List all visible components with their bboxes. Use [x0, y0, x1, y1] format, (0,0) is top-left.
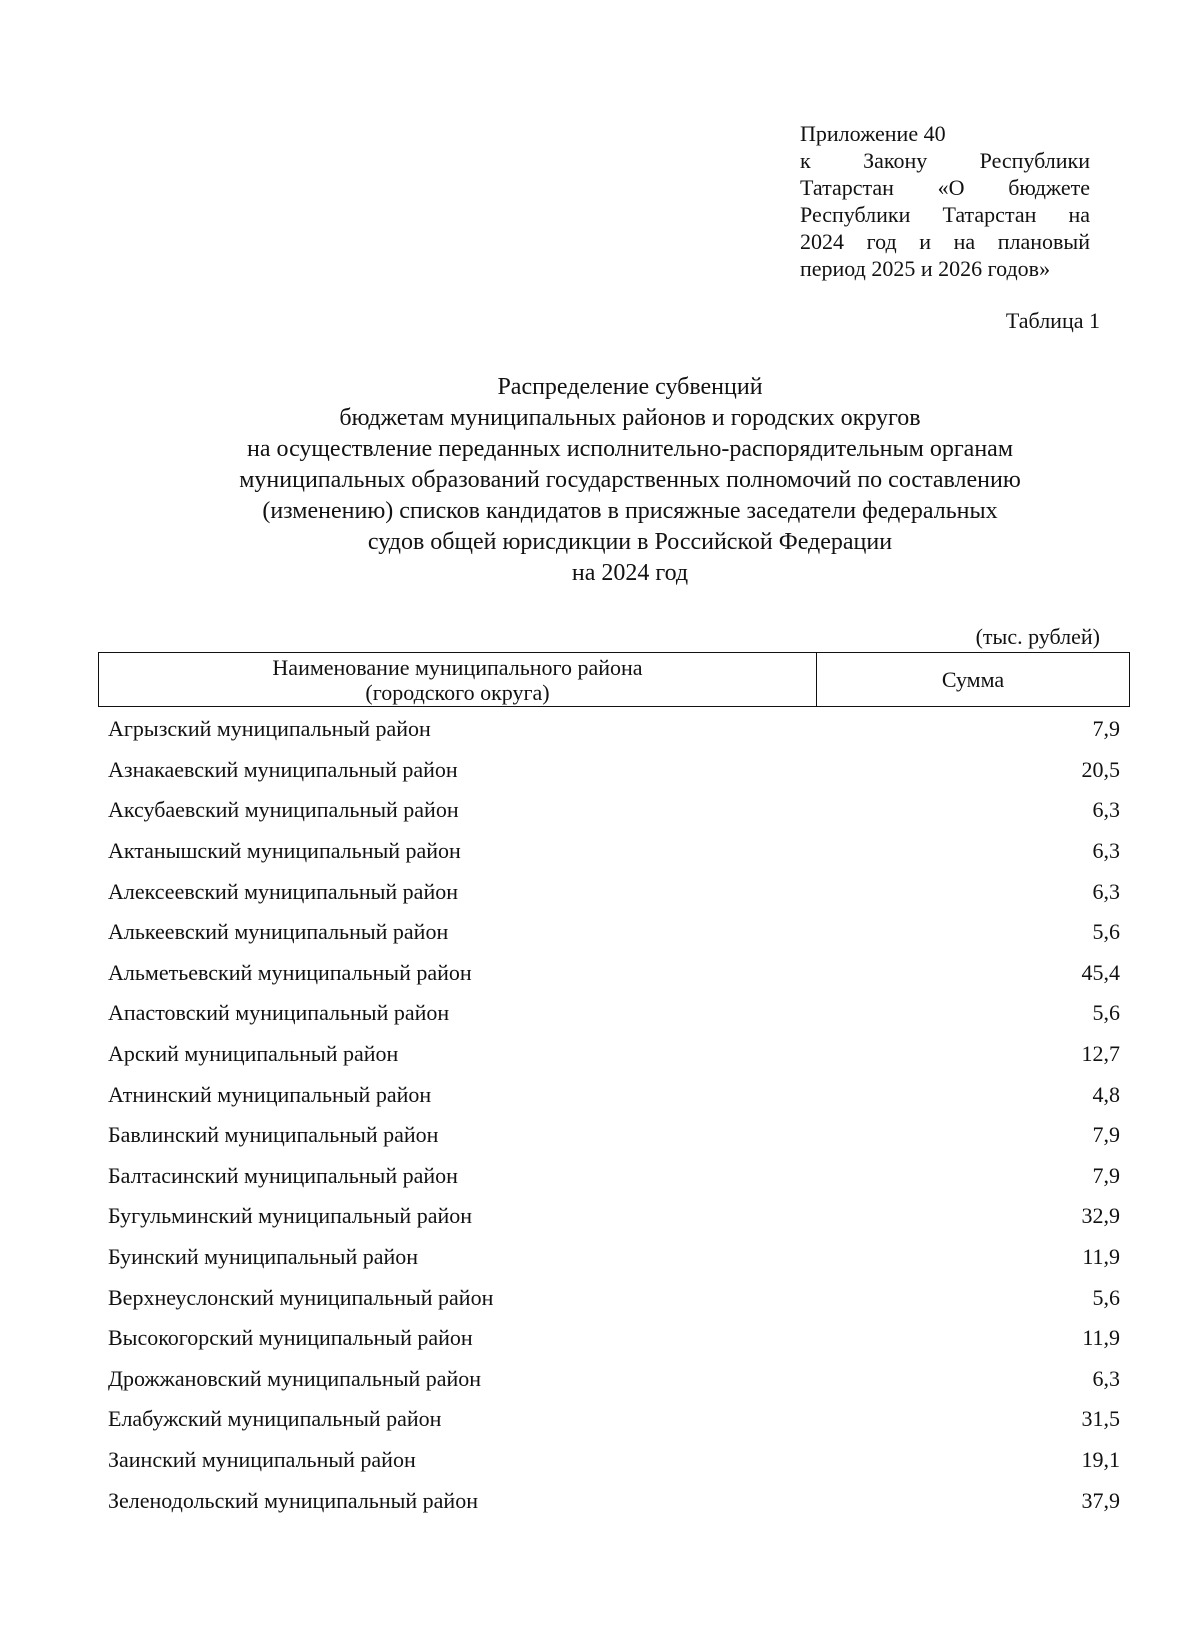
amount-value: 7,9: [1092, 716, 1120, 742]
amount-value: 4,8: [1092, 1081, 1120, 1107]
amount-value: 19,1: [1081, 1446, 1120, 1472]
table-label: Таблица 1: [1005, 308, 1100, 333]
amount-value: 6,3: [1092, 1365, 1120, 1391]
title-line: на 2024 год: [571, 560, 689, 586]
table-row: [98, 1034, 1130, 1075]
table-row: [98, 1115, 1130, 1156]
district-name: Заинский муниципальный район: [108, 1446, 416, 1472]
district-name: Атнинский муниципальный район: [108, 1081, 432, 1107]
amount-value: 32,9: [1081, 1203, 1120, 1229]
appendix-note: [800, 120, 1090, 282]
title-line: муниципальных образований государственных полномочий по составлению: [239, 467, 1021, 493]
district-name: Верхнеуслонский муниципальный район: [108, 1284, 494, 1310]
district-name: Апастовский муниципальный район: [108, 1000, 450, 1026]
district-name: Буинский муниципальный район: [108, 1244, 419, 1270]
amount-value: 7,9: [1092, 1162, 1120, 1188]
appendix-line: период 2025 и 2026 годов»: [800, 256, 1051, 281]
district-name: Дрожжановский муниципальный район: [108, 1365, 482, 1391]
table-row: [98, 1440, 1130, 1481]
table-row: [98, 912, 1130, 953]
table-row: [98, 790, 1130, 831]
district-name: Высокогорский муниципальный район: [108, 1325, 473, 1351]
amount-value: 7,9: [1092, 1122, 1120, 1148]
table-row: [98, 1480, 1130, 1521]
table-row: [98, 1318, 1130, 1359]
district-name: Алексеевский муниципальный район: [108, 878, 458, 904]
table-row: [98, 1237, 1130, 1278]
table-row: [98, 1074, 1130, 1115]
header-name-line: (городского округа): [365, 679, 550, 705]
appendix-line: 2024 год и на плановый: [800, 229, 1090, 254]
header-sum-cell: Сумма: [941, 666, 1005, 692]
amount-value: 6,3: [1092, 878, 1120, 904]
amount-value: 6,3: [1092, 797, 1120, 823]
document-title: [100, 372, 1160, 589]
amount-value: 12,7: [1081, 1041, 1120, 1067]
table-row: [98, 709, 1130, 750]
table-row: [98, 1156, 1130, 1197]
district-name: Балтасинский муниципальный район: [108, 1162, 458, 1188]
amount-value: 45,4: [1081, 959, 1120, 985]
district-name: Алькеевский муниципальный район: [108, 919, 449, 945]
table-row: [98, 831, 1130, 872]
appendix-line: к Закону Республики: [800, 148, 1090, 173]
appendix-line: Приложение 40: [800, 121, 946, 146]
units-label: (тыс. рублей): [975, 624, 1100, 649]
table-row: [98, 1277, 1130, 1318]
district-name: Актанышский муниципальный район: [108, 838, 461, 864]
table-row: [98, 1359, 1130, 1400]
table-body: [98, 709, 1130, 1521]
amount-value: 31,5: [1081, 1406, 1120, 1432]
amount-value: 5,6: [1092, 919, 1120, 945]
amount-value: 20,5: [1081, 756, 1120, 782]
district-name: Бавлинский муниципальный район: [108, 1122, 439, 1148]
table-row: [98, 750, 1130, 791]
district-name: Бугульминский муниципальный район: [108, 1203, 473, 1229]
amount-value: 37,9: [1081, 1487, 1120, 1513]
header-name-line: Наименование муниципального района: [272, 654, 643, 680]
title-line: судов общей юрисдикции в Российской Федерации: [367, 529, 893, 555]
table-row: [98, 1399, 1130, 1440]
district-name: Аксубаевский муниципальный район: [108, 797, 459, 823]
title-line: (изменению) списков кандидатов в присяжные заседатели федеральных: [262, 498, 998, 524]
district-name: Альметьевский муниципальный район: [108, 959, 472, 985]
appendix-line: Татарстан «О бюджете: [800, 175, 1090, 200]
district-name: Арский муниципальный район: [108, 1041, 399, 1067]
amount-value: 11,9: [1082, 1244, 1120, 1270]
amount-value: 6,3: [1092, 838, 1120, 864]
title-line: бюджетам муниципальных районов и городских округов: [339, 405, 921, 431]
table-header: [98, 652, 1130, 707]
subventions-table: [98, 652, 1130, 1521]
district-name: Елабужский муниципальный район: [108, 1406, 442, 1432]
title-line: Распределение субвенций: [497, 374, 763, 400]
district-name: Агрызский муниципальный район: [108, 716, 431, 742]
appendix-line: Республики Татарстан на: [800, 202, 1090, 227]
table-row: [98, 993, 1130, 1034]
district-name: Зеленодольский муниципальный район: [108, 1487, 478, 1513]
table-row: [98, 871, 1130, 912]
amount-value: 5,6: [1092, 1284, 1120, 1310]
table-row: [98, 1196, 1130, 1237]
amount-value: 5,6: [1092, 1000, 1120, 1026]
district-name: Азнакаевский муниципальный район: [108, 756, 458, 782]
table-row: [98, 953, 1130, 994]
header-name-cell: [99, 653, 817, 706]
title-line: на осуществление переданных исполнительно-распорядительным органам: [246, 436, 1014, 462]
amount-value: 11,9: [1082, 1325, 1120, 1351]
